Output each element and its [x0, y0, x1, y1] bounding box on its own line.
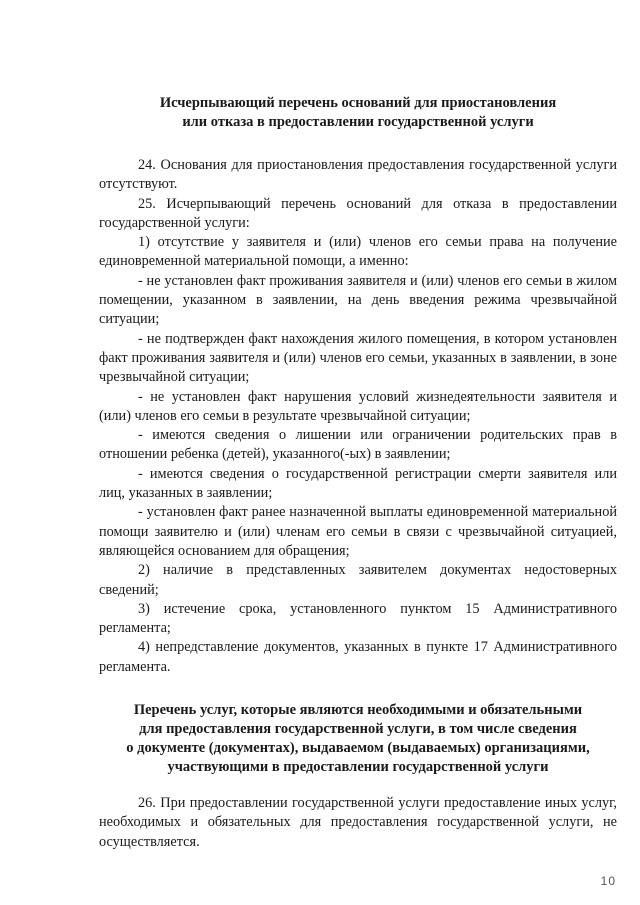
list-item-3: 3) истечение срока, установленного пунктом 15 Административного регламента; [99, 600, 617, 637]
section-heading-refusal-grounds [99, 94, 617, 132]
paragraph-26: 26. При предоставлении государственной услуги предоставление иных услуг, необходимых и обязательных для предоставления государственной услуги, не осуществляется. [99, 795, 617, 850]
list-item-1: 1) отсутствие у заявителя и (или) членов его семьи права на получение единовременной материальной помощи, а именно: [99, 234, 617, 270]
heading-line: о документе (документах), выдаваемом (выдаваемых) организациями, [126, 740, 590, 757]
list-item-4: 4) непредставление документов, указанных в пункте 17 Административного регламента. [99, 639, 617, 675]
heading-line: Исчерпывающий перечень оснований для приостановления [159, 95, 557, 111]
section-heading-required-services [99, 701, 617, 777]
section-body-refusal-grounds [99, 156, 617, 677]
list-item-2: 2) наличие в представленных заявителем документах недостоверных сведений; [99, 562, 617, 598]
sub-item: - не подтвержден факт нахождения жилого помещения, в котором установлен факт проживания заявителя и (или) членов его семьи, указанных в заявлении, в зоне чрезвычайной ситуации; [99, 330, 617, 386]
heading-line: или отказа в предоставлении государственной услуги [182, 114, 534, 130]
sub-item: - не установлен факт нарушения условий жизнедеятельности заявителя и (или) членов его семьи в результате чрезвычайной ситуации; [99, 388, 617, 424]
paragraph-25: 25. Исчерпывающий перечень оснований для отказа в предоставлении государственной услуги: [99, 195, 617, 231]
heading-line: Перечень услуг, которые являются необходимыми и обязательными [133, 702, 583, 719]
sub-item: - имеются сведения о государственной регистрации смерти заявителя или лиц, указанных в заявлении; [99, 465, 617, 502]
section-body-required-services [99, 794, 617, 852]
heading-line: участвующими в предоставлении государственной услуги [167, 759, 549, 776]
paragraph-24: 24. Основания для приостановления предоставления государственной услуги отсутствуют. [99, 157, 617, 193]
document-page [99, 94, 617, 852]
heading-line: для предоставления государственной услуги, в том числе сведения [139, 721, 577, 738]
sub-item: - установлен факт ранее назначенной выплаты единовременной материальной помощи заявителю и (или) членам его семьи в связи с чрезвычайной ситуацией, являющейся основанием для обращения; [99, 504, 617, 559]
page-number: 10 [600, 874, 616, 888]
sub-item: - не установлен факт проживания заявителя и (или) членов его семьи в жилом помещении, указанном в заявлении, на день введения режима чрезвычайной ситуации; [99, 272, 617, 328]
sub-item: - имеются сведения о лишении или ограничении родительских прав в отношении ребенка (детей), указанного(-ых) в заявлении; [99, 427, 617, 463]
